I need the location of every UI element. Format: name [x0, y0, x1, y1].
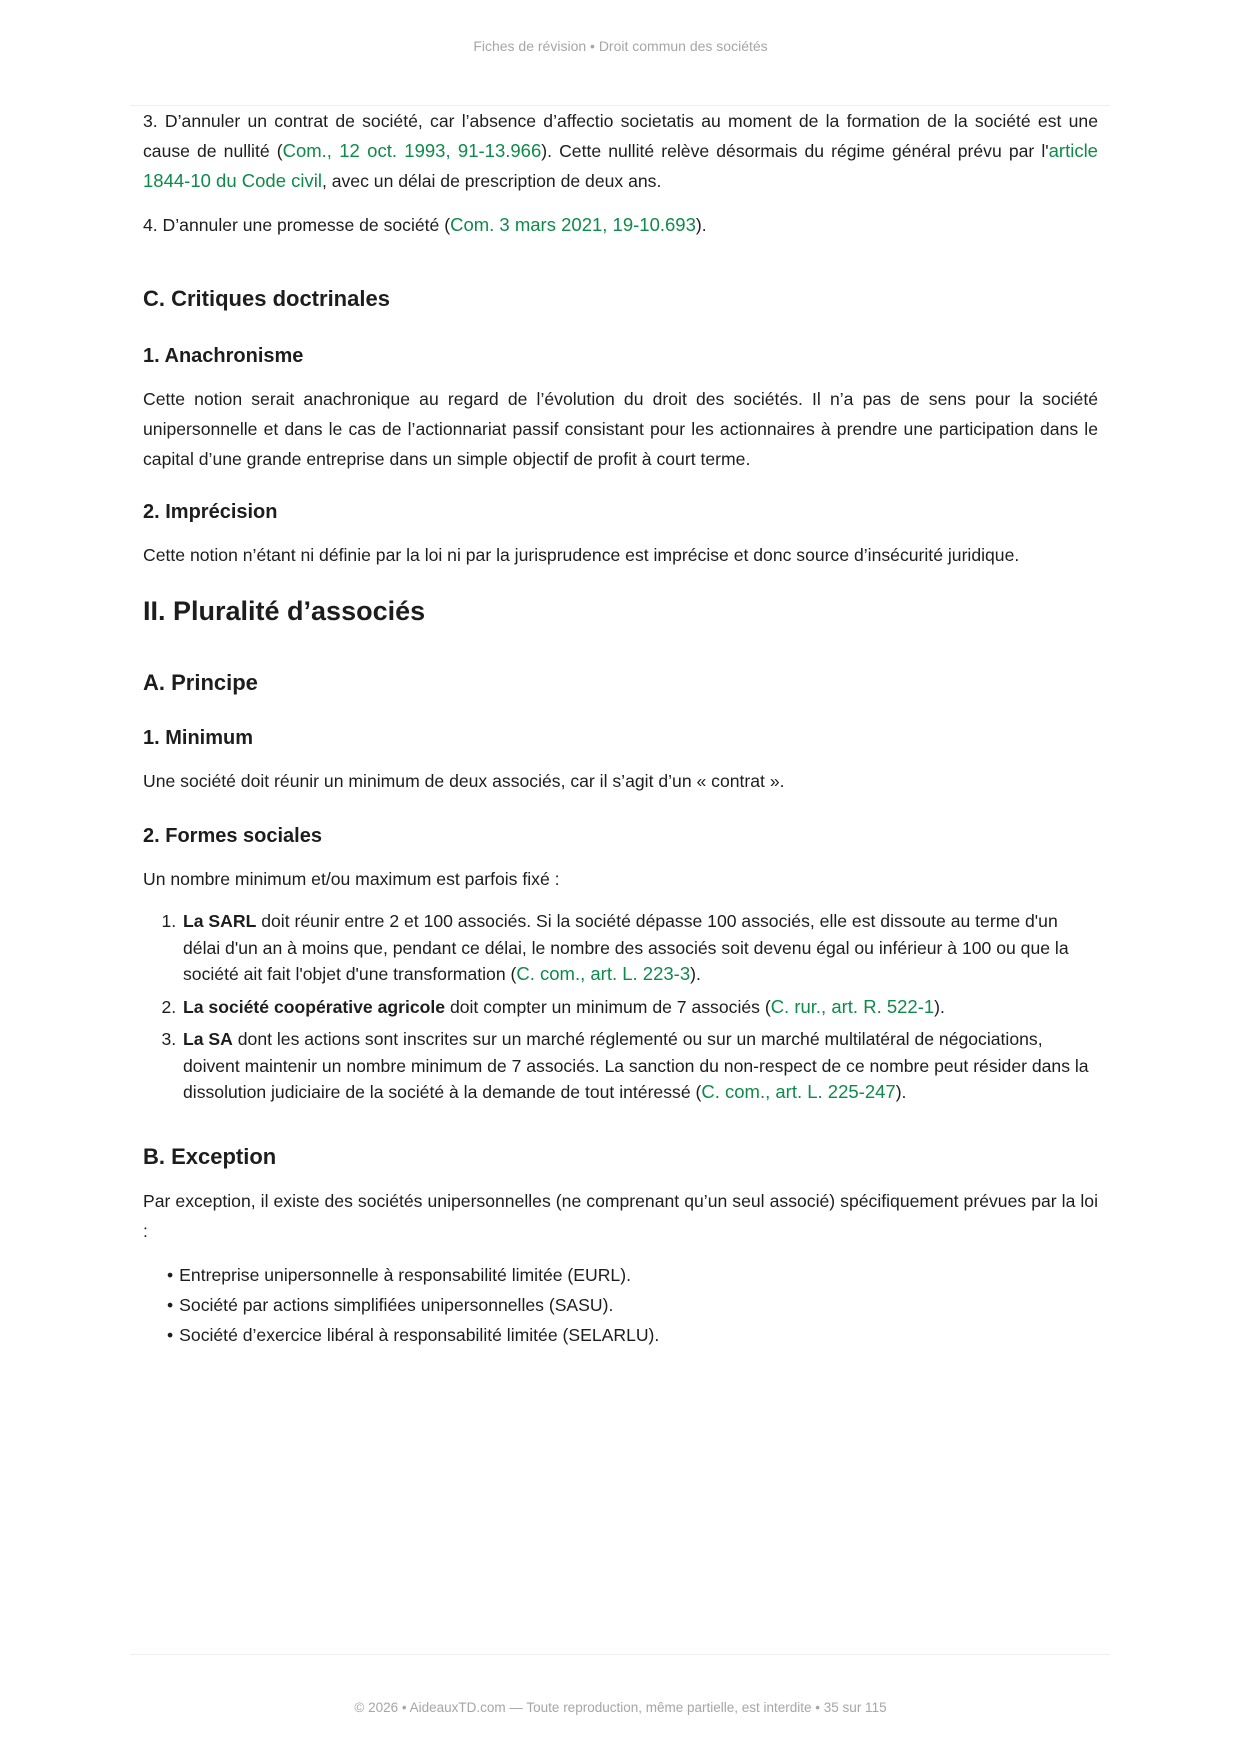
- case-link-com-1993[interactable]: Com., 12 oct. 1993, 91-13.966: [282, 140, 542, 161]
- text-segment: doit compter un minimum de 7 associés (: [445, 996, 771, 1017]
- text-segment: ).: [695, 215, 707, 235]
- list-item: • Société d’exercice libéral à responsabilité limitée (SELARLU).: [167, 1320, 1098, 1350]
- text-segment: ).: [934, 996, 945, 1017]
- paragraph-anachronisme: Cette notion serait anachronique au regard de l’évolution du droit des sociétés. Il n’a pas de sens pour la société unipersonnelle et dans le cas de l’actionnariat passif consistant pour les actionnaires à prendre une participation dans le capital d’une grande entreprise dans un simple objectif de profit à court terme.: [143, 389, 1098, 469]
- paragraph-exception-intro: Par exception, il existe des sociétés unipersonnelles (ne comprenant qu’un seul associé) spécifiquement prévues par la loi :: [143, 1190, 1098, 1241]
- section-heading-critiques: C. Critiques doctrinales: [143, 286, 390, 311]
- list-item: [181, 1026, 1098, 1106]
- section-heading-principe: A. Principe: [143, 670, 258, 695]
- text-segment: doit réunir entre 2 et 100 associés. Si la société dépasse 100 associés, elle est dissoute au terme d'un délai d'un an à moins que, pendant ce délai, le nombre des associés soit devenu égal ou inférieur à 100 ou que la société ait fait l'objet d'une transformation (: [183, 911, 1069, 984]
- text-segment: ).: [895, 1082, 907, 1102]
- footer-divider: [130, 1654, 1110, 1655]
- formes-sociales-list: [143, 908, 1098, 1106]
- list-item-term: La SA: [183, 1029, 233, 1049]
- list-item: [181, 908, 1098, 988]
- text-segment: , avec un délai de prescription de deux ans.: [321, 171, 662, 191]
- subheading-formes-sociales: 2. Formes sociales: [143, 825, 322, 847]
- page-footer: © 2026 • AideauxTD.com — Toute reproduction, même partielle, est interdite • 35 sur 115: [354, 1700, 887, 1715]
- article-link-l223-3[interactable]: C. com., art. L. 223-3: [516, 963, 691, 984]
- text-segment: dont les actions sont inscrites sur un marché réglementé ou sur un marché multilatéral de négociations, doivent maintenir un nombre minimum de 7 associés. La sanction du non-respect de ce nombre peut résider dans la dissolution judiciaire de la société à la demande de tout intéressé (: [183, 1029, 1089, 1102]
- list-item-term: La SARL: [183, 911, 257, 931]
- list-item: • Entreprise unipersonnelle à responsabilité limitée (EURL).: [167, 1260, 1098, 1290]
- article-link-l225-247[interactable]: C. com., art. L. 225-247: [701, 1081, 896, 1102]
- paragraph-point-4: [143, 210, 1098, 240]
- part-heading-pluralite: II. Pluralité d’associés: [143, 596, 426, 626]
- subheading-minimum: 1. Minimum: [143, 727, 254, 749]
- list-item-term: La société coopérative agricole: [183, 996, 446, 1017]
- page-header: Fiches de révision • Droit commun des sociétés: [473, 38, 768, 54]
- section-heading-exception: B. Exception: [143, 1143, 277, 1169]
- text-segment: ).: [690, 964, 701, 984]
- subheading-anachronisme: 1. Anachronisme: [143, 345, 304, 367]
- text-segment: 4. D’annuler une promesse de société (: [143, 215, 451, 235]
- article-link-r522-1[interactable]: C. rur., art. R. 522-1: [770, 995, 935, 1017]
- text-segment: 3. D’annuler un contrat de société, car l’absence d’affectio societatis au moment de la formation de la société est une cause de nullité (: [143, 111, 1098, 161]
- page-content: [143, 106, 1098, 1350]
- case-link-com-2021[interactable]: Com. 3 mars 2021, 19-10.693: [450, 214, 696, 235]
- exception-list: [143, 1260, 1098, 1350]
- text-segment: ). Cette nullité relève désormais du régime général prévu par l': [541, 141, 1049, 161]
- list-item: [181, 994, 1098, 1021]
- paragraph-minimum: Une société doit réunir un minimum de deux associés, car il s’agit d’un « contrat ».: [143, 771, 785, 791]
- paragraph-imprecision: Cette notion n’étant ni définie par la loi ni par la jurisprudence est imprécise et donc source d’insécurité juridique.: [143, 545, 1020, 565]
- paragraph-point-3: [143, 106, 1098, 196]
- subheading-imprecision: 2. Imprécision: [143, 501, 278, 523]
- list-item: • Société par actions simplifiées unipersonnelles (SASU).: [167, 1290, 1098, 1320]
- article-link-1844-10[interactable]: article 1844-10 du Code civil: [143, 140, 1098, 191]
- paragraph-formes-intro: Un nombre minimum et/ou maximum est parfois fixé :: [143, 869, 560, 889]
